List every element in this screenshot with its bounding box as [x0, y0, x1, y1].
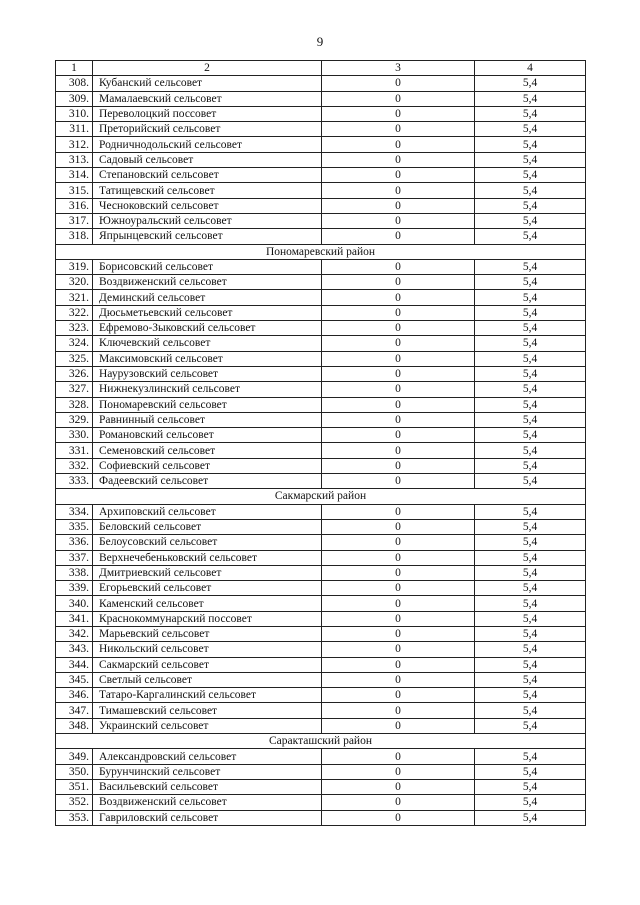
value-col-4: 5,4	[475, 183, 586, 198]
column-header-3: 3	[322, 61, 475, 76]
table-row	[56, 76, 586, 91]
municipality-name: Беловский сельсовет	[93, 519, 322, 534]
table-row	[56, 336, 586, 351]
value-col-4: 5,4	[475, 642, 586, 657]
table-row	[56, 810, 586, 825]
table-row	[56, 229, 586, 244]
table-row	[56, 779, 586, 794]
row-number: 350.	[56, 764, 93, 779]
value-col-3: 0	[322, 657, 475, 672]
row-number: 329.	[56, 412, 93, 427]
municipality-name: Ключевский сельсовет	[93, 336, 322, 351]
municipality-name: Краснокоммунарский поссовет	[93, 611, 322, 626]
table-row	[56, 550, 586, 565]
row-number: 308.	[56, 76, 93, 91]
row-number: 349.	[56, 749, 93, 764]
municipality-name: Верхнечебеньковский сельсовет	[93, 550, 322, 565]
municipality-name: Равнинный сельсовет	[93, 412, 322, 427]
table-row	[56, 596, 586, 611]
row-number: 312.	[56, 137, 93, 152]
value-col-3: 0	[322, 443, 475, 458]
value-col-4: 5,4	[475, 428, 586, 443]
row-number: 314.	[56, 168, 93, 183]
row-number: 322.	[56, 305, 93, 320]
table-row	[56, 137, 586, 152]
row-number: 320.	[56, 275, 93, 290]
municipality-name: Васильевский сельсовет	[93, 779, 322, 794]
table-row	[56, 321, 586, 336]
table-row	[56, 642, 586, 657]
municipality-name: Гавриловский сельсовет	[93, 810, 322, 825]
municipality-name: Максимовский сельсовет	[93, 351, 322, 366]
row-number: 331.	[56, 443, 93, 458]
value-col-4: 5,4	[475, 565, 586, 580]
value-col-4: 5,4	[475, 122, 586, 137]
value-col-3: 0	[322, 749, 475, 764]
value-col-4: 5,4	[475, 412, 586, 427]
table-row	[56, 443, 586, 458]
row-number: 344.	[56, 657, 93, 672]
table-row	[56, 122, 586, 137]
municipality-name: Нижнекузлинский сельсовет	[93, 382, 322, 397]
table-row	[56, 749, 586, 764]
value-col-4: 5,4	[475, 810, 586, 825]
value-col-4: 5,4	[475, 106, 586, 121]
row-number: 323.	[56, 321, 93, 336]
value-col-3: 0	[322, 76, 475, 91]
table-row	[56, 764, 586, 779]
row-number: 311.	[56, 122, 93, 137]
value-col-4: 5,4	[475, 519, 586, 534]
row-number: 325.	[56, 351, 93, 366]
row-number: 337.	[56, 550, 93, 565]
value-col-3: 0	[322, 91, 475, 106]
value-col-4: 5,4	[475, 749, 586, 764]
value-col-3: 0	[322, 581, 475, 596]
value-col-3: 0	[322, 688, 475, 703]
value-col-3: 0	[322, 611, 475, 626]
row-number: 334.	[56, 504, 93, 519]
column-header-2: 2	[93, 61, 322, 76]
value-col-3: 0	[322, 565, 475, 580]
value-col-3: 0	[322, 764, 475, 779]
column-header-1: 1	[56, 61, 93, 76]
row-number: 309.	[56, 91, 93, 106]
municipality-name: Марьевский сельсовет	[93, 626, 322, 641]
table-row	[56, 106, 586, 121]
value-col-3: 0	[322, 336, 475, 351]
municipality-name: Светлый сельсовет	[93, 672, 322, 687]
municipality-name: Наурузовский сельсовет	[93, 366, 322, 381]
value-col-3: 0	[322, 718, 475, 733]
value-col-3: 0	[322, 795, 475, 810]
municipality-name: Фадеевский сельсовет	[93, 474, 322, 489]
table-row	[56, 795, 586, 810]
value-col-3: 0	[322, 229, 475, 244]
table-row	[56, 198, 586, 213]
table-row	[56, 428, 586, 443]
value-col-3: 0	[322, 122, 475, 137]
value-col-3: 0	[322, 382, 475, 397]
row-number: 316.	[56, 198, 93, 213]
row-number: 315.	[56, 183, 93, 198]
value-col-4: 5,4	[475, 259, 586, 274]
municipality-name: Бурунчинский сельсовет	[93, 764, 322, 779]
row-number: 324.	[56, 336, 93, 351]
municipality-name: Татищевский сельсовет	[93, 183, 322, 198]
row-number: 345.	[56, 672, 93, 687]
municipality-name: Преторийский сельсовет	[93, 122, 322, 137]
district-name: Сакмарский район	[56, 489, 586, 504]
municipality-name: Белоусовский сельсовет	[93, 535, 322, 550]
value-col-3: 0	[322, 428, 475, 443]
table-row	[56, 290, 586, 305]
value-col-4: 5,4	[475, 718, 586, 733]
municipality-name: Япрынцевский сельсовет	[93, 229, 322, 244]
value-col-3: 0	[322, 474, 475, 489]
row-number: 319.	[56, 259, 93, 274]
value-col-4: 5,4	[475, 795, 586, 810]
district-section-row	[56, 734, 586, 749]
row-number: 327.	[56, 382, 93, 397]
value-col-3: 0	[322, 672, 475, 687]
value-col-3: 0	[322, 275, 475, 290]
table-row	[56, 718, 586, 733]
value-col-4: 5,4	[475, 703, 586, 718]
page-number: 9	[316, 34, 324, 49]
table-row	[56, 168, 586, 183]
value-col-3: 0	[322, 106, 475, 121]
municipality-name: Дюсьметьевский сельсовет	[93, 305, 322, 320]
value-col-3: 0	[322, 152, 475, 167]
value-col-3: 0	[322, 458, 475, 473]
table-row	[56, 565, 586, 580]
row-number: 328.	[56, 397, 93, 412]
value-col-4: 5,4	[475, 198, 586, 213]
table-row	[56, 626, 586, 641]
value-col-3: 0	[322, 366, 475, 381]
row-number: 342.	[56, 626, 93, 641]
value-col-3: 0	[322, 504, 475, 519]
row-number: 317.	[56, 213, 93, 228]
district-section-row	[56, 489, 586, 504]
value-col-4: 5,4	[475, 290, 586, 305]
municipality-name: Тимашевский сельсовет	[93, 703, 322, 718]
municipality-name: Воздвиженский сельсовет	[93, 275, 322, 290]
value-col-4: 5,4	[475, 672, 586, 687]
allocation-table	[55, 60, 586, 826]
value-col-3: 0	[322, 198, 475, 213]
value-col-4: 5,4	[475, 213, 586, 228]
municipality-name: Семеновский сельсовет	[93, 443, 322, 458]
value-col-3: 0	[322, 779, 475, 794]
value-col-3: 0	[322, 137, 475, 152]
table-row	[56, 535, 586, 550]
district-name: Пономаревский район	[56, 244, 586, 259]
value-col-3: 0	[322, 168, 475, 183]
row-number: 348.	[56, 718, 93, 733]
table-row	[56, 351, 586, 366]
value-col-4: 5,4	[475, 275, 586, 290]
value-col-3: 0	[322, 183, 475, 198]
table-row	[56, 259, 586, 274]
table-row	[56, 474, 586, 489]
row-number: 313.	[56, 152, 93, 167]
municipality-name: Александровский сельсовет	[93, 749, 322, 764]
row-number: 352.	[56, 795, 93, 810]
row-number: 340.	[56, 596, 93, 611]
row-number: 332.	[56, 458, 93, 473]
row-number: 339.	[56, 581, 93, 596]
table-row	[56, 703, 586, 718]
value-col-4: 5,4	[475, 657, 586, 672]
value-col-4: 5,4	[475, 76, 586, 91]
table-row	[56, 458, 586, 473]
value-col-4: 5,4	[475, 596, 586, 611]
table-body	[56, 61, 586, 826]
value-col-3: 0	[322, 259, 475, 274]
value-col-4: 5,4	[475, 168, 586, 183]
value-col-3: 0	[322, 305, 475, 320]
municipality-name: Борисовский сельсовет	[93, 259, 322, 274]
value-col-4: 5,4	[475, 397, 586, 412]
value-col-3: 0	[322, 412, 475, 427]
value-col-3: 0	[322, 626, 475, 641]
municipality-name: Садовый сельсовет	[93, 152, 322, 167]
table-row	[56, 275, 586, 290]
table-row	[56, 519, 586, 534]
value-col-3: 0	[322, 550, 475, 565]
value-col-4: 5,4	[475, 443, 586, 458]
municipality-name: Дмитриевский сельсовет	[93, 565, 322, 580]
table-row	[56, 305, 586, 320]
value-col-4: 5,4	[475, 474, 586, 489]
table-row	[56, 213, 586, 228]
value-col-3: 0	[322, 351, 475, 366]
table-row	[56, 611, 586, 626]
value-col-4: 5,4	[475, 229, 586, 244]
table-row	[56, 382, 586, 397]
municipality-name: Воздвиженский сельсовет	[93, 795, 322, 810]
value-col-3: 0	[322, 810, 475, 825]
municipality-name: Татаро-Каргалинский сельсовет	[93, 688, 322, 703]
value-col-4: 5,4	[475, 321, 586, 336]
value-col-4: 5,4	[475, 366, 586, 381]
row-number: 353.	[56, 810, 93, 825]
value-col-4: 5,4	[475, 382, 586, 397]
row-number: 335.	[56, 519, 93, 534]
municipality-name: Пономаревский сельсовет	[93, 397, 322, 412]
municipality-name: Архиповский сельсовет	[93, 504, 322, 519]
value-col-4: 5,4	[475, 550, 586, 565]
municipality-name: Деминский сельсовет	[93, 290, 322, 305]
table-row	[56, 183, 586, 198]
value-col-3: 0	[322, 213, 475, 228]
municipality-name: Южноуральский сельсовет	[93, 213, 322, 228]
value-col-3: 0	[322, 535, 475, 550]
municipality-name: Родничнодольский сельсовет	[93, 137, 322, 152]
table-header-row	[56, 61, 586, 76]
row-number: 351.	[56, 779, 93, 794]
municipality-name: Ефремово-Зыковский сельсовет	[93, 321, 322, 336]
municipality-name: Романовский сельсовет	[93, 428, 322, 443]
value-col-4: 5,4	[475, 611, 586, 626]
table-row	[56, 688, 586, 703]
column-header-4: 4	[475, 61, 586, 76]
value-col-4: 5,4	[475, 626, 586, 641]
municipality-name: Сакмарский сельсовет	[93, 657, 322, 672]
value-col-4: 5,4	[475, 688, 586, 703]
municipality-name: Егорьевский сельсовет	[93, 581, 322, 596]
value-col-4: 5,4	[475, 152, 586, 167]
row-number: 310.	[56, 106, 93, 121]
row-number: 336.	[56, 535, 93, 550]
table-row	[56, 152, 586, 167]
value-col-4: 5,4	[475, 458, 586, 473]
value-col-4: 5,4	[475, 336, 586, 351]
value-col-3: 0	[322, 642, 475, 657]
municipality-name: Софиевский сельсовет	[93, 458, 322, 473]
municipality-name: Мамалаевский сельсовет	[93, 91, 322, 106]
municipality-name: Степановский сельсовет	[93, 168, 322, 183]
value-col-4: 5,4	[475, 535, 586, 550]
table-row	[56, 397, 586, 412]
district-name: Саракташский район	[56, 734, 586, 749]
table-row	[56, 504, 586, 519]
row-number: 326.	[56, 366, 93, 381]
municipality-name: Никольский сельсовет	[93, 642, 322, 657]
table-row	[56, 91, 586, 106]
row-number: 341.	[56, 611, 93, 626]
table-row	[56, 581, 586, 596]
row-number: 346.	[56, 688, 93, 703]
value-col-3: 0	[322, 290, 475, 305]
row-number: 321.	[56, 290, 93, 305]
value-col-4: 5,4	[475, 764, 586, 779]
row-number: 333.	[56, 474, 93, 489]
table-row	[56, 366, 586, 381]
value-col-3: 0	[322, 321, 475, 336]
table-row	[56, 672, 586, 687]
table-row	[56, 657, 586, 672]
row-number: 338.	[56, 565, 93, 580]
municipality-name: Каменский сельсовет	[93, 596, 322, 611]
row-number: 318.	[56, 229, 93, 244]
district-section-row	[56, 244, 586, 259]
row-number: 343.	[56, 642, 93, 657]
value-col-4: 5,4	[475, 581, 586, 596]
value-col-4: 5,4	[475, 504, 586, 519]
municipality-name: Украинский сельсовет	[93, 718, 322, 733]
value-col-4: 5,4	[475, 779, 586, 794]
value-col-3: 0	[322, 397, 475, 412]
value-col-4: 5,4	[475, 351, 586, 366]
value-col-3: 0	[322, 703, 475, 718]
value-col-4: 5,4	[475, 137, 586, 152]
value-col-3: 0	[322, 519, 475, 534]
value-col-4: 5,4	[475, 91, 586, 106]
municipality-name: Переволоцкий поссовет	[93, 106, 322, 121]
table-row	[56, 412, 586, 427]
municipality-name: Чесноковский сельсовет	[93, 198, 322, 213]
row-number: 347.	[56, 703, 93, 718]
value-col-4: 5,4	[475, 305, 586, 320]
value-col-3: 0	[322, 596, 475, 611]
municipality-name: Кубанский сельсовет	[93, 76, 322, 91]
row-number: 330.	[56, 428, 93, 443]
